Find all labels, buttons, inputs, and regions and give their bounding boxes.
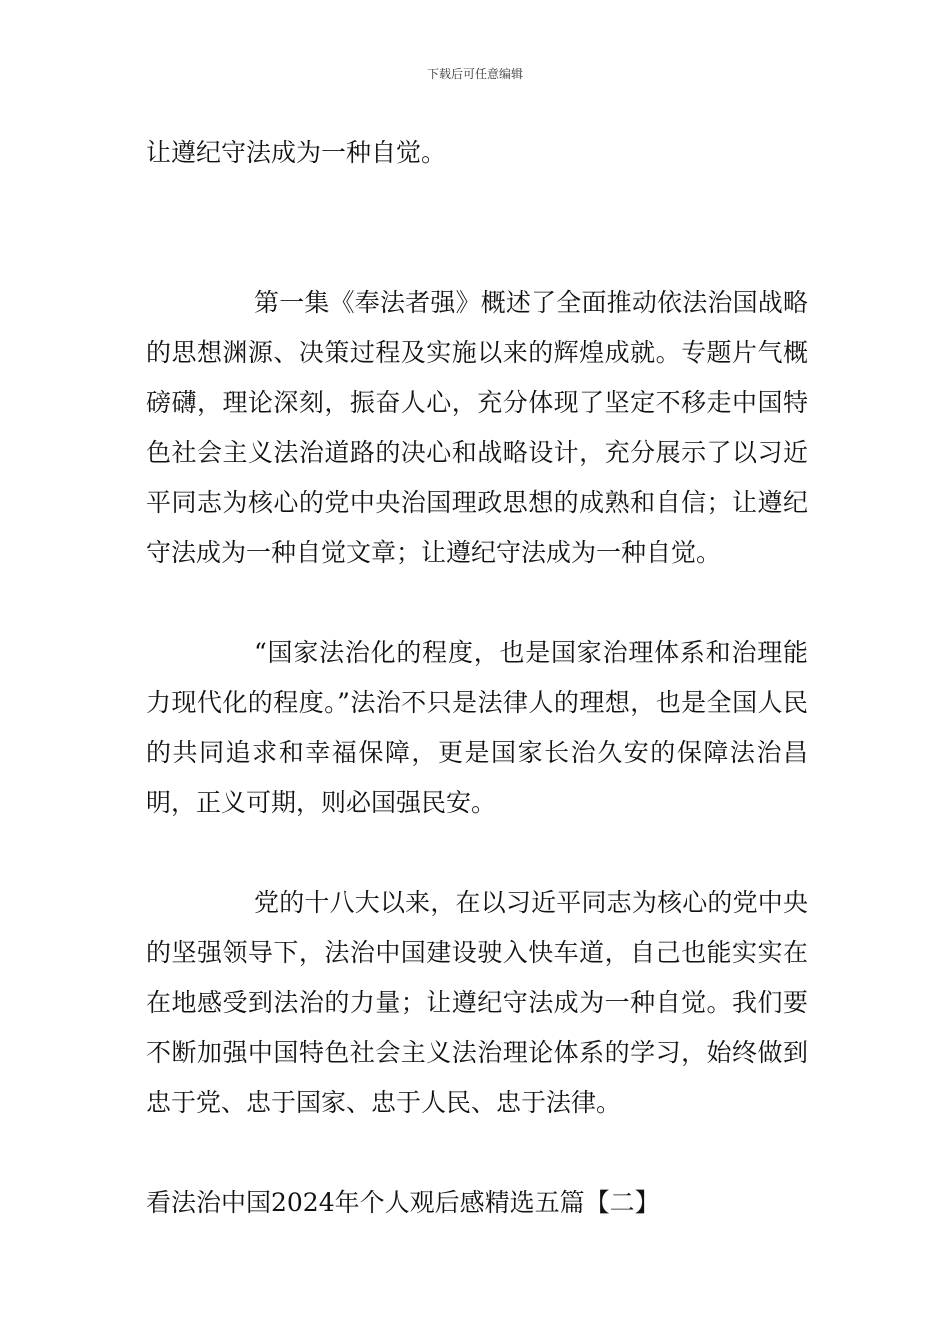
paragraph-eighteenth-congress: 党的十八大以来，在以习近平同志为核心的党中央的坚强领导下，法治中国建设驶入快车道，自己也能实实在在地感受到法治的力量；让遵纪守法成为一种自觉。我们要不断加强中国特色社会主义法治理论体系的学习，始终做到忠于党、忠于国家、忠于人民、忠于法律。 [146,888,808,1117]
page-header: 下载后可任意编辑 [426,67,523,81]
paragraph-rule-of-law-quote: “国家法治化的程度，也是国家治理体系和治理能力现代化的程度。”法治不只是法律人的理想，也是全国人民的共同追求和幸福保障，更是国家长治久安的保障法治昌明，正义可期，则必国强民安。 [146,638,808,817]
paragraph-gap [146,178,808,228]
paragraph-gap [146,578,808,628]
paragraph-gap [146,828,808,878]
document-body [146,128,808,1228]
paragraph-gap [146,228,808,278]
paragraph-episode-one: 第一集《奉法者强》概述了全面推动依法治国战略的思想渊源、决策过程及实施以来的辉煌成就。专题片气概磅礴，理论深刻，振奋人心，充分体现了坚定不移走中国特色社会主义法治道路的决心和战略设计，充分展示了以习近平同志为核心的党中央治国理政思想的成熟和自信；让遵纪守法成为一种自觉文章；让遵纪守法成为一种自觉。 [146,288,808,567]
section-heading: 看法治中国2024年个人观后感精选五篇【二】 [146,1188,660,1217]
paragraph-continuation: 让遵纪守法成为一种自觉。 [146,138,447,167]
paragraph-gap [146,1128,808,1178]
